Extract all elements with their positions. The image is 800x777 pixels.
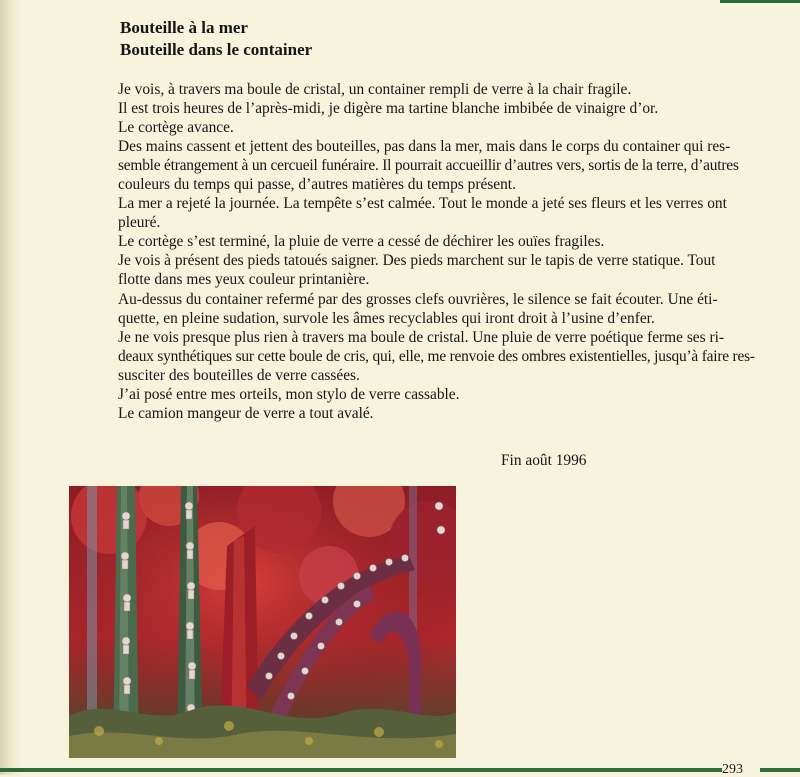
- poem-titles: [120, 17, 312, 61]
- poem-line: deaux synthétiques sur cette boule de cris, qui, elle, me renvoie des ombres existentielles, jusqu’à faire res-: [118, 347, 755, 365]
- title-line-2: Bouteille dans le container: [120, 40, 313, 59]
- title-line-1: Bouteille à la mer: [120, 18, 248, 37]
- poem-line: semble étrangement à un cercueil funéraire. Il pourrait accueillir d’autres vers, sortis de la terre, d’autres: [118, 157, 739, 175]
- page-number: 293: [722, 762, 743, 777]
- poem-line: Le cortège avance.: [118, 119, 234, 137]
- poem-line: Des mains cassent et jettent des bouteilles, pas dans la mer, mais dans le corps du container qui res-: [118, 138, 731, 156]
- poem-line: flotte dans mes yeux couleur printanière.: [118, 271, 370, 289]
- forest-dolls-illustration: [69, 486, 456, 758]
- poem-line: couleurs du temps qui passe, d’autres matières du temps présent.: [118, 176, 516, 194]
- poem-line: Je vois à présent des pieds tatoués saigner. Des pieds marchent sur le tapis de verre statique. Tout: [118, 252, 716, 270]
- poem-line: Je vois, à travers ma boule de cristal, un container rempli de verre à la chair fragile.: [118, 81, 632, 98]
- poem-line: Je ne vois presque plus rien à travers ma boule de cristal. Une pluie de verre poétique ferme ses ri-: [118, 328, 724, 346]
- forest-dolls-photo: [69, 486, 456, 758]
- page-gutter-shadow: [0, 0, 22, 775]
- bottom-green-rule: [0, 768, 722, 772]
- poem-line: La mer a rejeté la journée. La tempête s’est calmée. Tout le monde a jeté ses fleurs et les verres ont: [118, 195, 727, 213]
- bottom-green-rule-end: [760, 768, 800, 772]
- date-signature: Fin août 1996: [501, 452, 587, 469]
- poem-line: Le cortège s’est terminé, la pluie de verre a cessé de déchirer les ouïes fragiles.: [118, 233, 605, 251]
- poem-line: Le camion mangeur de verre a tout avalé.: [118, 404, 374, 422]
- poem-line: quette, en pleine sudation, survole les âmes recyclables qui iront droit à l’usine d’enfer.: [118, 309, 655, 327]
- poem-line: J’ai posé entre mes orteils, mon stylo de verre cassable.: [118, 385, 460, 403]
- poem-line: Au-dessus du container refermé par des grosses clefs ouvrières, le silence se fait écouter. Une éti-: [118, 290, 718, 308]
- poem-line: Il est trois heures de l’après-midi, je digère ma tartine blanche imbibée de vinaigre d’or.: [118, 100, 659, 118]
- poem-body: [118, 80, 755, 423]
- top-green-rule: [720, 0, 800, 3]
- poem-line: pleuré.: [118, 214, 161, 232]
- poem-line: susciter des bouteilles de verre cassées.: [118, 366, 360, 384]
